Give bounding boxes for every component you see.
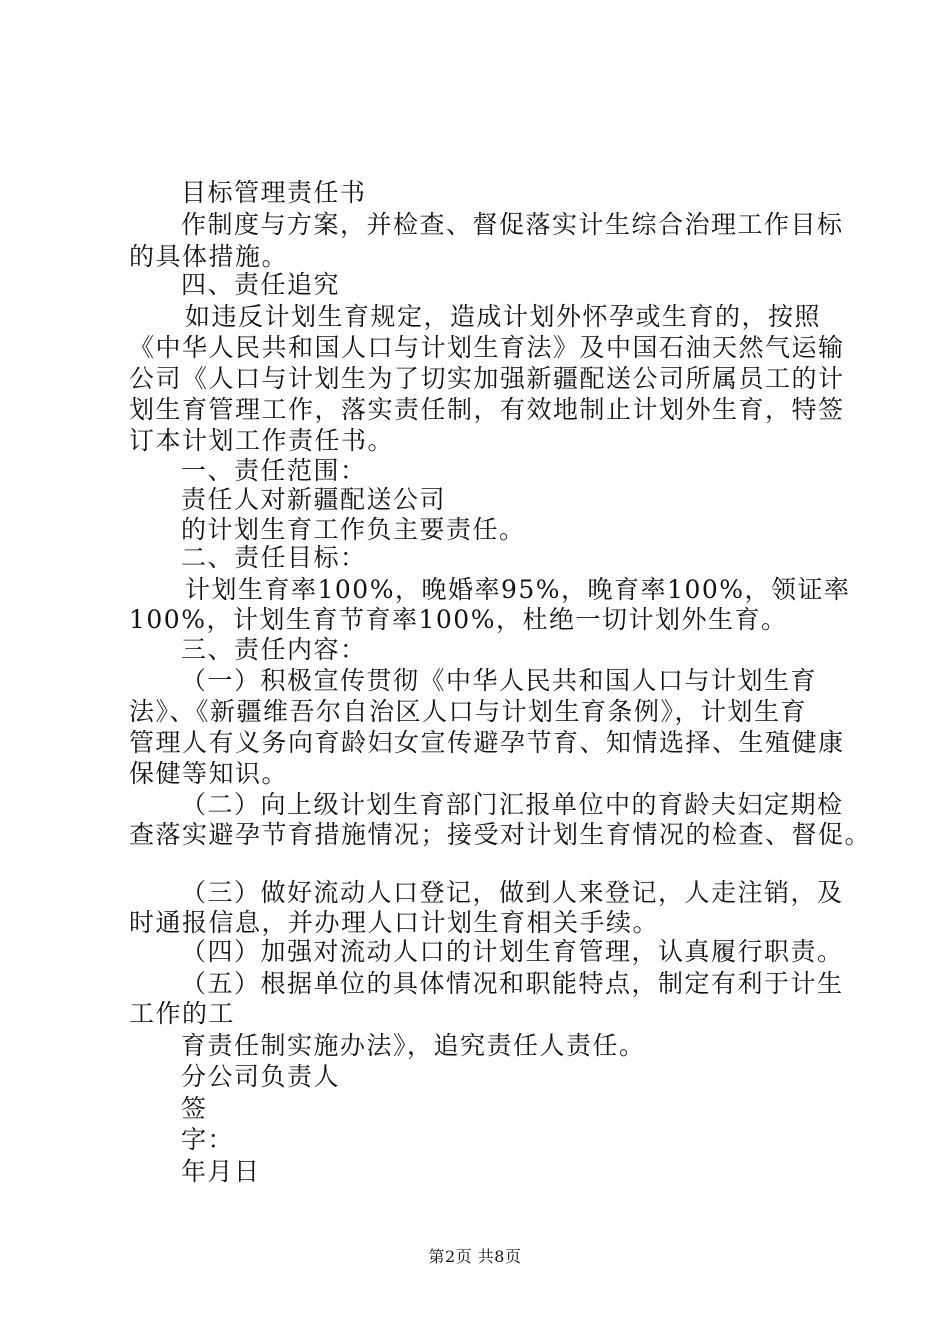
text-line: 管理人有义务向育龄妇女宣传避孕节育、知情选择、生殖健康 [129,728,845,757]
text-line: 如违反计划生育规定，造成计划外怀孕或生育的，按照 [185,302,822,331]
text-line: （四）加强对流动人口的计划生育管理，认真履行职责。 [181,937,844,966]
text-line: （一）积极宣传贯彻《中华人民共和国人口与计划生育 [181,666,818,695]
page-number: 第2页 共8页 [428,1247,522,1266]
text-line: 时通报信息，并办理人口计划生育相关手续。 [129,908,660,937]
text-line: （三）做好流动人口登记，做到人来登记，人走注销，及 [181,878,844,907]
section-heading: 一、责任范围： [181,456,367,485]
date-label: 年月日 [181,1157,261,1186]
text-line: 保健等知识。 [129,759,289,788]
text-line: 订本计划工作责任书。 [129,426,395,455]
section-heading: 四、责任追究 [181,270,341,299]
text-line: 公司《人口与计划生为了切实加强新疆配送公司所属员工的计 [129,364,845,393]
text-line: 划生育管理工作，落实责任制，有效地制止计划外生育，特签 [129,395,845,424]
text-line: 的计划生育工作负主要责任。 [181,515,526,544]
section-heading: 三、责任内容： [181,635,367,664]
text-line: 责任人对新疆配送公司 [181,485,447,514]
text-line: （二）向上级计划生育部门汇报单位中的育龄夫妇定期检 [181,790,844,819]
text-line: 工作的工 [129,999,236,1028]
signature-label: 分公司负责人 [181,1062,341,1091]
text-line: 法》、《新疆维吾尔自治区人口与计划生育条例》，计划生育 [129,697,808,726]
text-line: 作制度与方案，并检查、督促落实计生综合治理工作目标 [181,210,844,239]
text-line: 查落实避孕节育措施情况；接受对计划生育情况的检查、督促。 [129,820,872,849]
text-line: 的具体措施。 [129,242,289,271]
text-line: （五）根据单位的具体情况和职能特点，制定有利于计生 [181,969,844,998]
section-heading: 二、责任目标： [181,543,367,572]
signature-label: 签 [181,1094,208,1123]
text-line: 目标管理责任书 [181,178,367,207]
signature-label: 字： [181,1125,235,1154]
text-line: 计划生育率100%，晚婚率95%，晚育率100%，领证率 [185,575,851,604]
text-line: 《中华人民共和国人口与计划生育法》及中国石油天然气运输 [129,333,845,362]
text-line: 育责任制实施办法》，追究责任人责任。 [181,1031,646,1060]
text-line: 100%，计划生育节育率100%，杜绝一切计划外生育。 [129,605,788,634]
